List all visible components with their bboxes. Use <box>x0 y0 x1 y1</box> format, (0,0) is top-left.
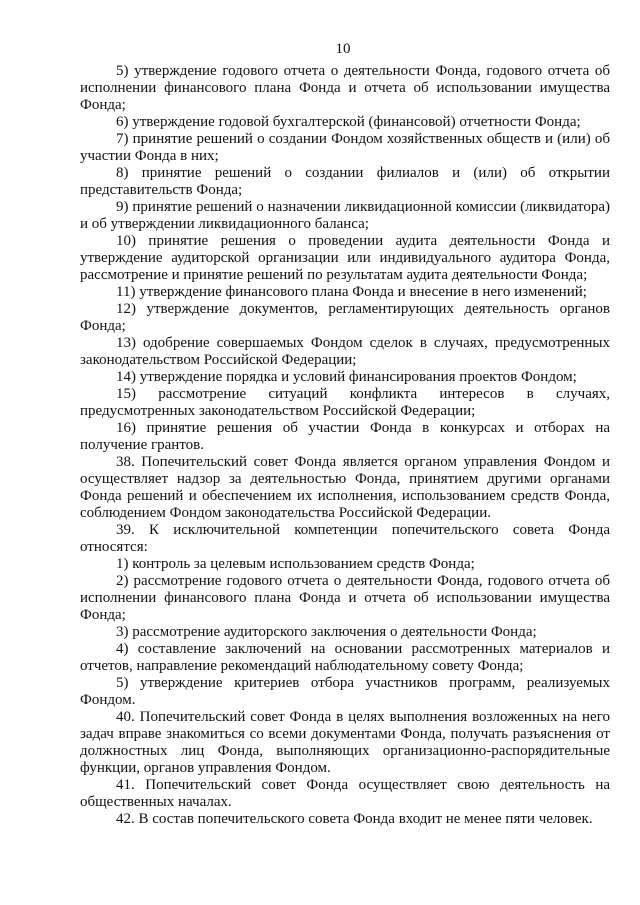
paragraph: 39. К исключительной компетенции попечительского совета Фонда относятся: <box>80 522 610 555</box>
paragraph: 15) рассмотрение ситуаций конфликта интересов в случаях, предусмотренных законодательством Российской Федерации; <box>80 386 610 419</box>
paragraph: 9) принятие решений о назначении ликвидационной комиссии (ликвидатора) и об утверждении ликвидационного баланса; <box>80 199 610 232</box>
paragraph: 13) одобрение совершаемых Фондом сделок в случаях, предусмотренных законодательством Российской Федерации; <box>80 335 610 368</box>
paragraph: 5) утверждение критериев отбора участников программ, реализуемых Фондом. <box>80 675 610 708</box>
paragraph: 16) принятие решения об участии Фонда в конкурсах и отборах на получение грантов. <box>80 420 610 453</box>
paragraph: 7) принятие решений о создании Фондом хозяйственных обществ и (или) об участии Фонда в них; <box>80 131 610 164</box>
paragraph: 2) рассмотрение годового отчета о деятельности Фонда, годового отчета об исполнении финансового плана Фонда и отчета об использовании имущества Фонда; <box>80 573 610 623</box>
page-number: 10 <box>335 41 351 57</box>
paragraph: 8) принятие решений о создании филиалов и (или) об открытии представительств Фонда; <box>80 165 610 198</box>
paragraph: 40. Попечительский совет Фонда в целях выполнения возложенных на него задач вправе знакомиться со всеми документами Фонда, получать разъяснения от должностных лиц Фонда, выполняющих организационно-распорядительные функции, органов управления Фондом. <box>80 709 610 776</box>
paragraph: 1) контроль за целевым использованием средств Фонда; <box>116 556 475 572</box>
paragraph: 14) утверждение порядка и условий финансирования проектов Фондом; <box>116 369 577 385</box>
paragraph: 6) утверждение годовой бухгалтерской (финансовой) отчетности Фонда; <box>116 114 581 130</box>
paragraph: 11) утверждение финансового плана Фонда и внесение в него изменений; <box>116 284 587 300</box>
paragraph: 3) рассмотрение аудиторского заключения о деятельности Фонда; <box>116 624 537 640</box>
paragraph: 41. Попечительский совет Фонда осуществляет свою деятельность на общественных началах. <box>80 777 610 810</box>
paragraph: 12) утверждение документов, регламентирующих деятельность органов Фонда; <box>80 301 610 334</box>
body-text <box>80 63 610 828</box>
paragraph: 4) составление заключений на основании рассмотренных материалов и отчетов, направление рекомендаций наблюдательному совету Фонда; <box>80 641 610 674</box>
paragraph: 5) утверждение годового отчета о деятельности Фонда, годового отчета об исполнении финансового плана Фонда и отчета об использовании имущества Фонда; <box>80 63 610 113</box>
paragraph: 42. В состав попечительского совета Фонда входит не менее пяти человек. <box>116 811 593 827</box>
paragraph: 10) принятие решения о проведении аудита деятельности Фонда и утверждение аудиторской организации или индивидуального аудитора Фонда, рассмотрение и принятие решений по результатам аудита деятельности Фонда; <box>80 233 610 283</box>
paragraph: 38. Попечительский совет Фонда является органом управления Фондом и осуществляет надзор за деятельностью Фонда, принятием другими органами Фонда решений и обеспечением их исполнения, использованием средств Фонда, соблюдением Фондом законодательства Российской Федерации. <box>80 454 610 521</box>
